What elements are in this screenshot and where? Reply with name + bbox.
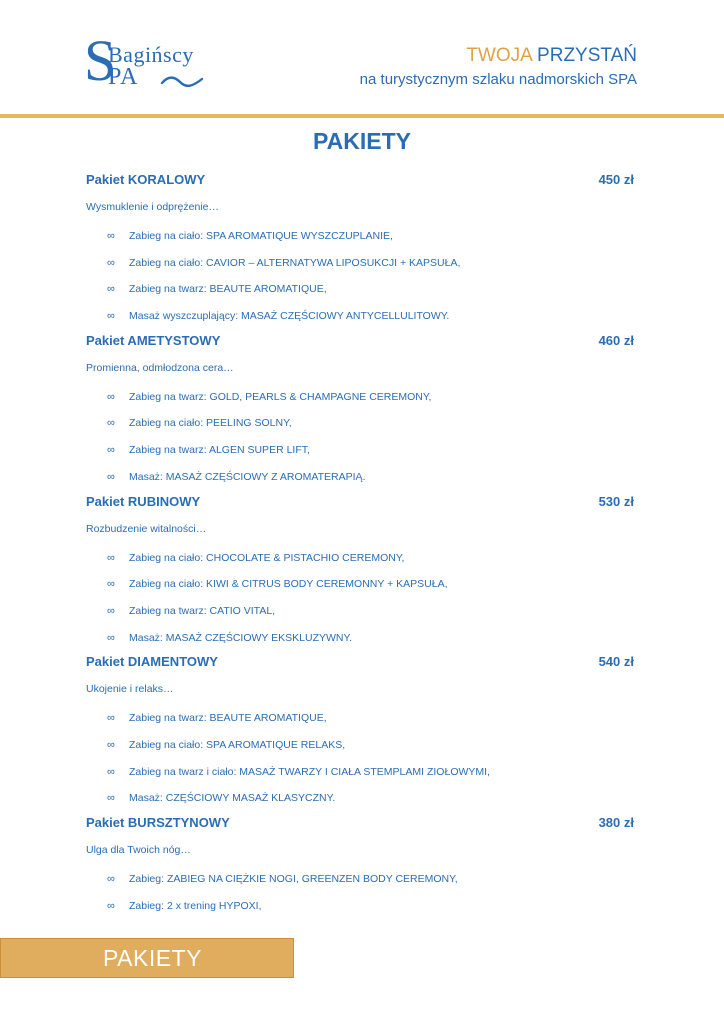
package-price: 380 zł [598, 815, 634, 830]
package-item-text: Zabieg na twarz: BEAUTE AROMATIQUE, [129, 712, 327, 725]
infinity-bullet-icon: ∞ [107, 444, 115, 457]
footer-label: PAKIETY [103, 945, 202, 971]
package-item-text: Zabieg na ciało: SPA AROMATIQUE WYSZCZUPLANIE, [129, 230, 393, 242]
package-price: 450 zł [598, 172, 634, 187]
infinity-bullet-icon: ∞ [107, 738, 115, 751]
package-item-text: Zabieg na twarz: GOLD, PEARLS & CHAMPAGNE CEREMONY, [129, 390, 432, 403]
header-divider [0, 114, 724, 118]
package-item [86, 410, 634, 437]
package-item-text: Zabieg na ciało: PEELING SOLNY, [129, 417, 292, 430]
package-item [86, 545, 634, 572]
package-price: 530 zł [598, 493, 634, 509]
package-item [86, 303, 634, 330]
package-name: Pakiet BURSZTYNOWY [86, 815, 230, 830]
package-item-text: Zabieg na twarz: CATIO VITAL, [129, 604, 276, 617]
package-item-text: Masaż: CZĘŚCIOWY MASAŻ KLASYCZNY. [129, 792, 336, 805]
package-description: Ukojenie i relaks… [86, 683, 174, 696]
package-item [86, 759, 634, 786]
package-item [86, 223, 634, 250]
subtagline: na turystycznym szlaku nadmorskich SPA [359, 71, 637, 88]
package-item [86, 384, 634, 411]
package-item [86, 250, 634, 277]
infinity-bullet-icon: ∞ [107, 765, 115, 778]
package-price: 540 zł [598, 654, 634, 670]
packages-list [86, 170, 634, 919]
package-item [86, 437, 634, 464]
footer-section-label [0, 938, 294, 978]
package-name: Pakiet KORALOWY [86, 172, 206, 187]
tagline [466, 45, 637, 67]
package-item-text: Zabieg: ZABIEG NA CIĘŻKIE NOGI, GREENZEN BODY CEREMONY, [129, 873, 458, 885]
infinity-bullet-icon: ∞ [107, 256, 115, 269]
package-header [86, 652, 634, 672]
package-item [86, 625, 634, 652]
package-item [86, 785, 634, 812]
infinity-bullet-icon: ∞ [107, 230, 115, 242]
infinity-bullet-icon: ∞ [107, 792, 115, 805]
package-price: 460 zł [598, 332, 634, 348]
package-item [86, 276, 634, 303]
infinity-bullet-icon: ∞ [107, 390, 115, 403]
package-block [86, 331, 634, 491]
package-description: Wysmuklenie i odprężenie… [86, 201, 219, 213]
package-description: Promienna, odmłodzona cera… [86, 361, 234, 374]
package-description: Ulga dla Twoich nóg… [86, 844, 191, 856]
package-block [86, 652, 634, 812]
logo-letter-s: S [84, 28, 117, 93]
tagline-rest: PRZYSTAŃ [531, 45, 637, 66]
package-item [86, 598, 634, 625]
infinity-bullet-icon: ∞ [107, 417, 115, 430]
infinity-bullet-icon: ∞ [107, 310, 115, 323]
infinity-bullet-icon: ∞ [107, 873, 115, 885]
infinity-bullet-icon: ∞ [107, 551, 115, 564]
package-item [86, 705, 634, 732]
tagline-accent: TWOJA [466, 45, 532, 66]
package-item-text: Zabieg na twarz: BEAUTE AROMATIQUE, [129, 283, 327, 296]
infinity-bullet-icon: ∞ [107, 899, 115, 912]
package-header [86, 170, 634, 190]
package-item-text: Zabieg na ciało: SPA AROMATIQUE RELAKS, [129, 738, 346, 751]
package-item [86, 571, 634, 598]
infinity-bullet-icon: ∞ [107, 578, 115, 591]
package-header [86, 331, 634, 351]
package-item [86, 732, 634, 759]
package-header [86, 813, 634, 833]
package-item-text: Zabieg na ciało: CAVIOR – ALTERNATYWA LIPOSUKCJI + KAPSUŁA, [129, 256, 461, 269]
logo-name: Bagińscy [108, 42, 194, 67]
package-item-text: Zabieg na ciało: KIWI & CITRUS BODY CEREMONNY + KAPSUŁA, [129, 578, 448, 591]
package-item-text: Zabieg: 2 x trening HYPOXI, [129, 899, 262, 912]
package-block [86, 813, 634, 919]
package-item-text: Zabieg na twarz: ALGEN SUPER LIFT, [129, 444, 310, 457]
package-item-text: Masaż: MASAŻ CZĘŚCIOWY Z AROMATERAPIĄ. [129, 470, 366, 483]
infinity-bullet-icon: ∞ [107, 470, 115, 483]
package-name: Pakiet AMETYSTOWY [86, 332, 221, 348]
package-description: Rozbudzenie witalności… [86, 522, 207, 535]
package-item [86, 464, 634, 491]
package-item-text: Masaż wyszczuplający: MASAŻ CZĘŚCIOWY ANTYCELLULITOWY. [129, 310, 450, 323]
infinity-bullet-icon: ∞ [107, 712, 115, 725]
package-item-text: Zabieg na ciało: CHOCOLATE & PISTACHIO CEREMONY, [129, 551, 405, 564]
package-name: Pakiet RUBINOWY [86, 493, 201, 509]
infinity-bullet-icon: ∞ [107, 631, 115, 644]
logo-pa: PA [108, 64, 139, 90]
package-item [86, 893, 634, 920]
page-title: PAKIETY [313, 128, 411, 154]
package-header [86, 492, 634, 512]
infinity-bullet-icon: ∞ [107, 283, 115, 296]
package-item-text: Masaż: MASAŻ CZĘŚCIOWY EKSKLUZYWNY. [129, 631, 353, 644]
package-block [86, 170, 634, 330]
package-name: Pakiet DIAMENTOWY [86, 654, 218, 670]
package-block [86, 492, 634, 652]
wave-icon [160, 74, 204, 88]
logo [84, 28, 214, 94]
package-item [86, 866, 634, 893]
infinity-bullet-icon: ∞ [107, 604, 115, 617]
package-item-text: Zabieg na twarz i ciało: MASAŻ TWARZY I CIAŁA STEMPLAMI ZIOŁOWYMI, [129, 765, 490, 778]
